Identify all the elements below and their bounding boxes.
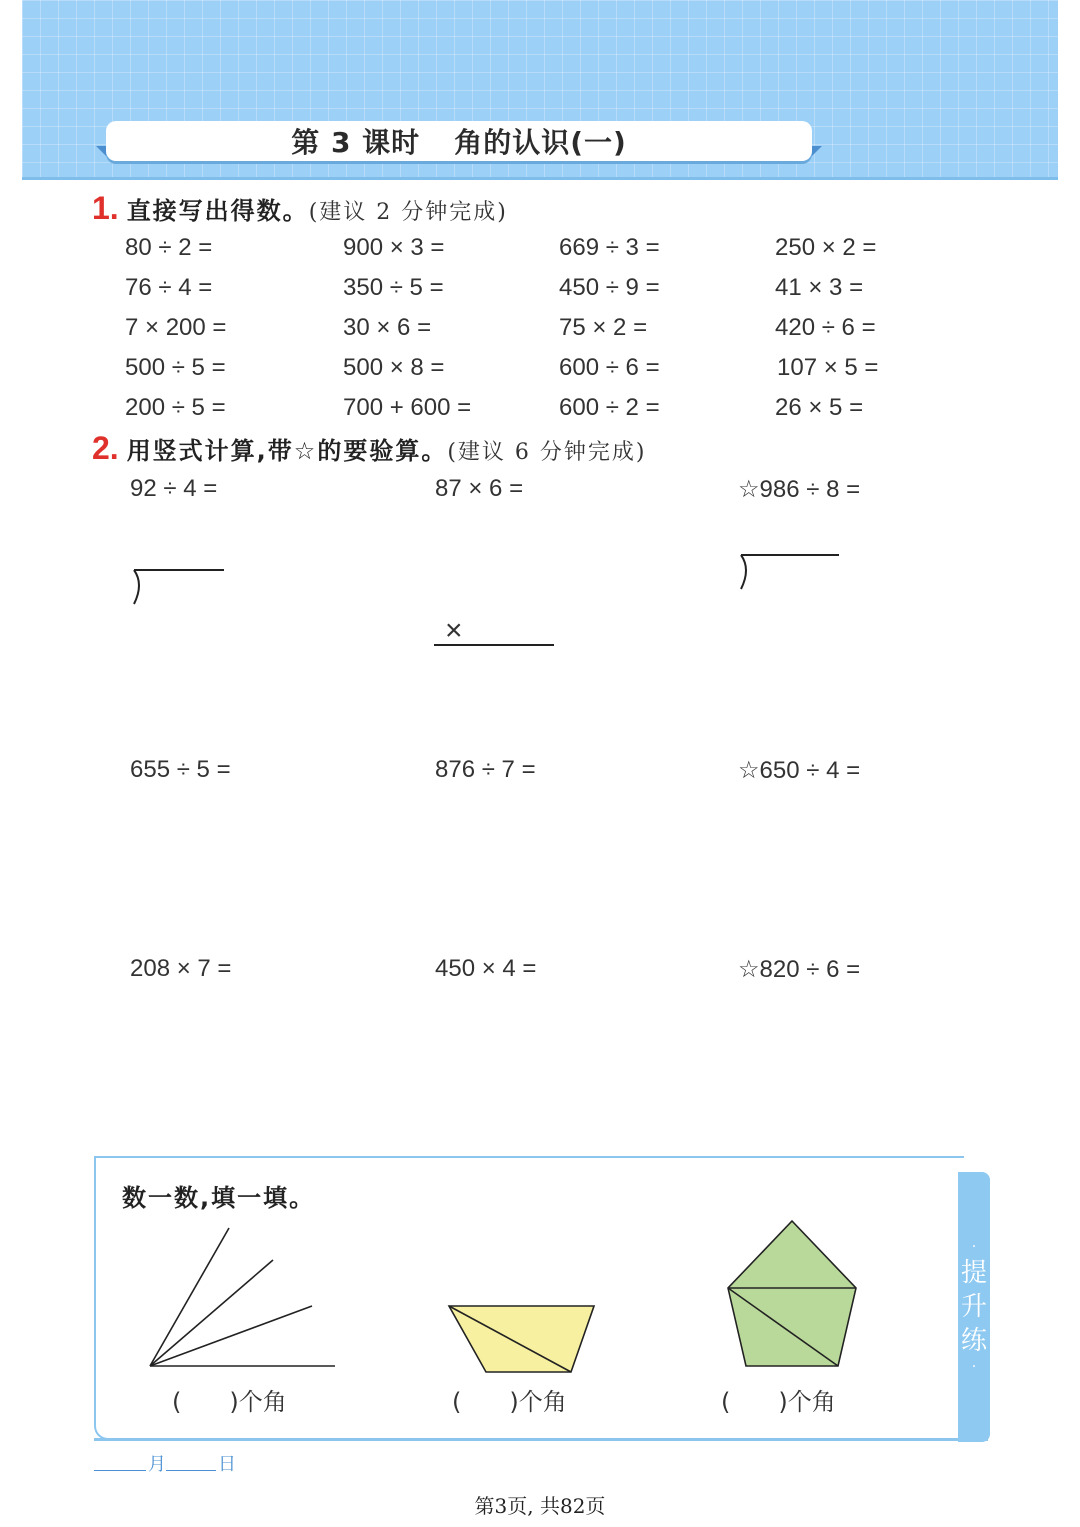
multiplication-rule	[432, 640, 558, 650]
oral-problem: 80 ÷ 2 =	[125, 234, 213, 261]
oral-problem: 500 ÷ 5 =	[125, 354, 226, 381]
extension-box-bottom-border	[94, 1438, 988, 1441]
day-blank[interactable]	[166, 1470, 216, 1471]
question-2-number: 2.	[92, 430, 119, 466]
oral-problem: 41 × 3 =	[775, 274, 864, 301]
question-1-heading	[92, 190, 508, 227]
vertical-problem: 876 ÷ 7 =	[435, 756, 536, 783]
month-blank[interactable]	[94, 1470, 146, 1471]
answer-blank-trapezoid[interactable]: ( )个角	[452, 1388, 567, 1416]
question-2-hint: (建议 6 分钟完成)	[447, 440, 647, 465]
side-tab-char: 练	[960, 1326, 987, 1356]
oral-problem: 200 ÷ 5 =	[125, 394, 226, 421]
side-tab-char: 升	[960, 1292, 987, 1322]
oral-problem: 30 × 6 =	[343, 314, 432, 341]
month-label: 月	[148, 1454, 166, 1475]
vertical-problem: 92 ÷ 4 =	[130, 475, 218, 502]
question-1-hint: (建议 2 分钟完成)	[308, 200, 508, 225]
oral-problem: 26 × 5 =	[775, 394, 864, 421]
side-tab-char: 提	[960, 1258, 987, 1288]
extension-box-top-border	[94, 1156, 964, 1158]
extension-side-tab: · 提 升 练 ·	[958, 1172, 990, 1442]
question-2-text: 用竖式计算,带☆的要验算。	[126, 437, 448, 465]
lesson-topic: 角的认识(一)	[454, 126, 627, 159]
vertical-problem: 87 × 6 =	[435, 475, 524, 502]
vertical-problem: ☆820 ÷ 6 =	[738, 956, 861, 983]
question-1-number: 1.	[92, 190, 119, 226]
extension-title: 数一数,填一填。	[122, 1184, 316, 1212]
question-2-heading	[92, 430, 646, 467]
oral-problem: 600 ÷ 6 =	[559, 354, 660, 381]
answer-blank-pentagon[interactable]: ( )个角	[721, 1388, 836, 1416]
trapezoid-figure	[444, 1302, 600, 1376]
rays-angle-figure	[140, 1222, 345, 1372]
oral-problem: 600 ÷ 2 =	[559, 394, 660, 421]
oral-problem: 500 × 8 =	[343, 354, 445, 381]
lesson-title	[106, 121, 812, 161]
oral-problem: 900 × 3 =	[343, 234, 445, 261]
oral-problem: 107 × 5 =	[777, 354, 879, 381]
oral-problem: 450 ÷ 9 =	[559, 274, 660, 301]
lesson-number: 第 3 课时	[291, 126, 421, 159]
vertical-problem: 655 ÷ 5 =	[130, 756, 231, 783]
oral-problem: 350 ÷ 5 =	[343, 274, 444, 301]
answer-blank-rays[interactable]: ( )个角	[172, 1388, 287, 1416]
oral-problem: 75 × 2 =	[559, 314, 648, 341]
vertical-problem: 450 × 4 =	[435, 955, 537, 982]
oral-problem: 420 ÷ 6 =	[775, 314, 876, 341]
oral-problem: 76 ÷ 4 =	[125, 274, 213, 301]
oral-problem: 7 × 200 =	[125, 314, 227, 341]
division-bracket	[733, 547, 845, 597]
division-bracket	[126, 562, 236, 612]
vertical-problem: ☆986 ÷ 8 =	[738, 476, 861, 503]
oral-problem: 669 ÷ 3 =	[559, 234, 660, 261]
oral-problem: 250 × 2 =	[775, 234, 877, 261]
vertical-problem: ☆650 ÷ 4 =	[738, 757, 861, 784]
question-1-text: 直接写出得数。	[126, 197, 309, 225]
pentagon-figure	[722, 1216, 862, 1372]
page-footer: 第3页, 共82页	[474, 1494, 606, 1518]
multiply-sign: ×	[445, 614, 463, 647]
day-label: 日	[218, 1454, 236, 1475]
vertical-problem: 208 × 7 =	[130, 955, 232, 982]
oral-problem: 700 + 600 =	[343, 394, 472, 421]
